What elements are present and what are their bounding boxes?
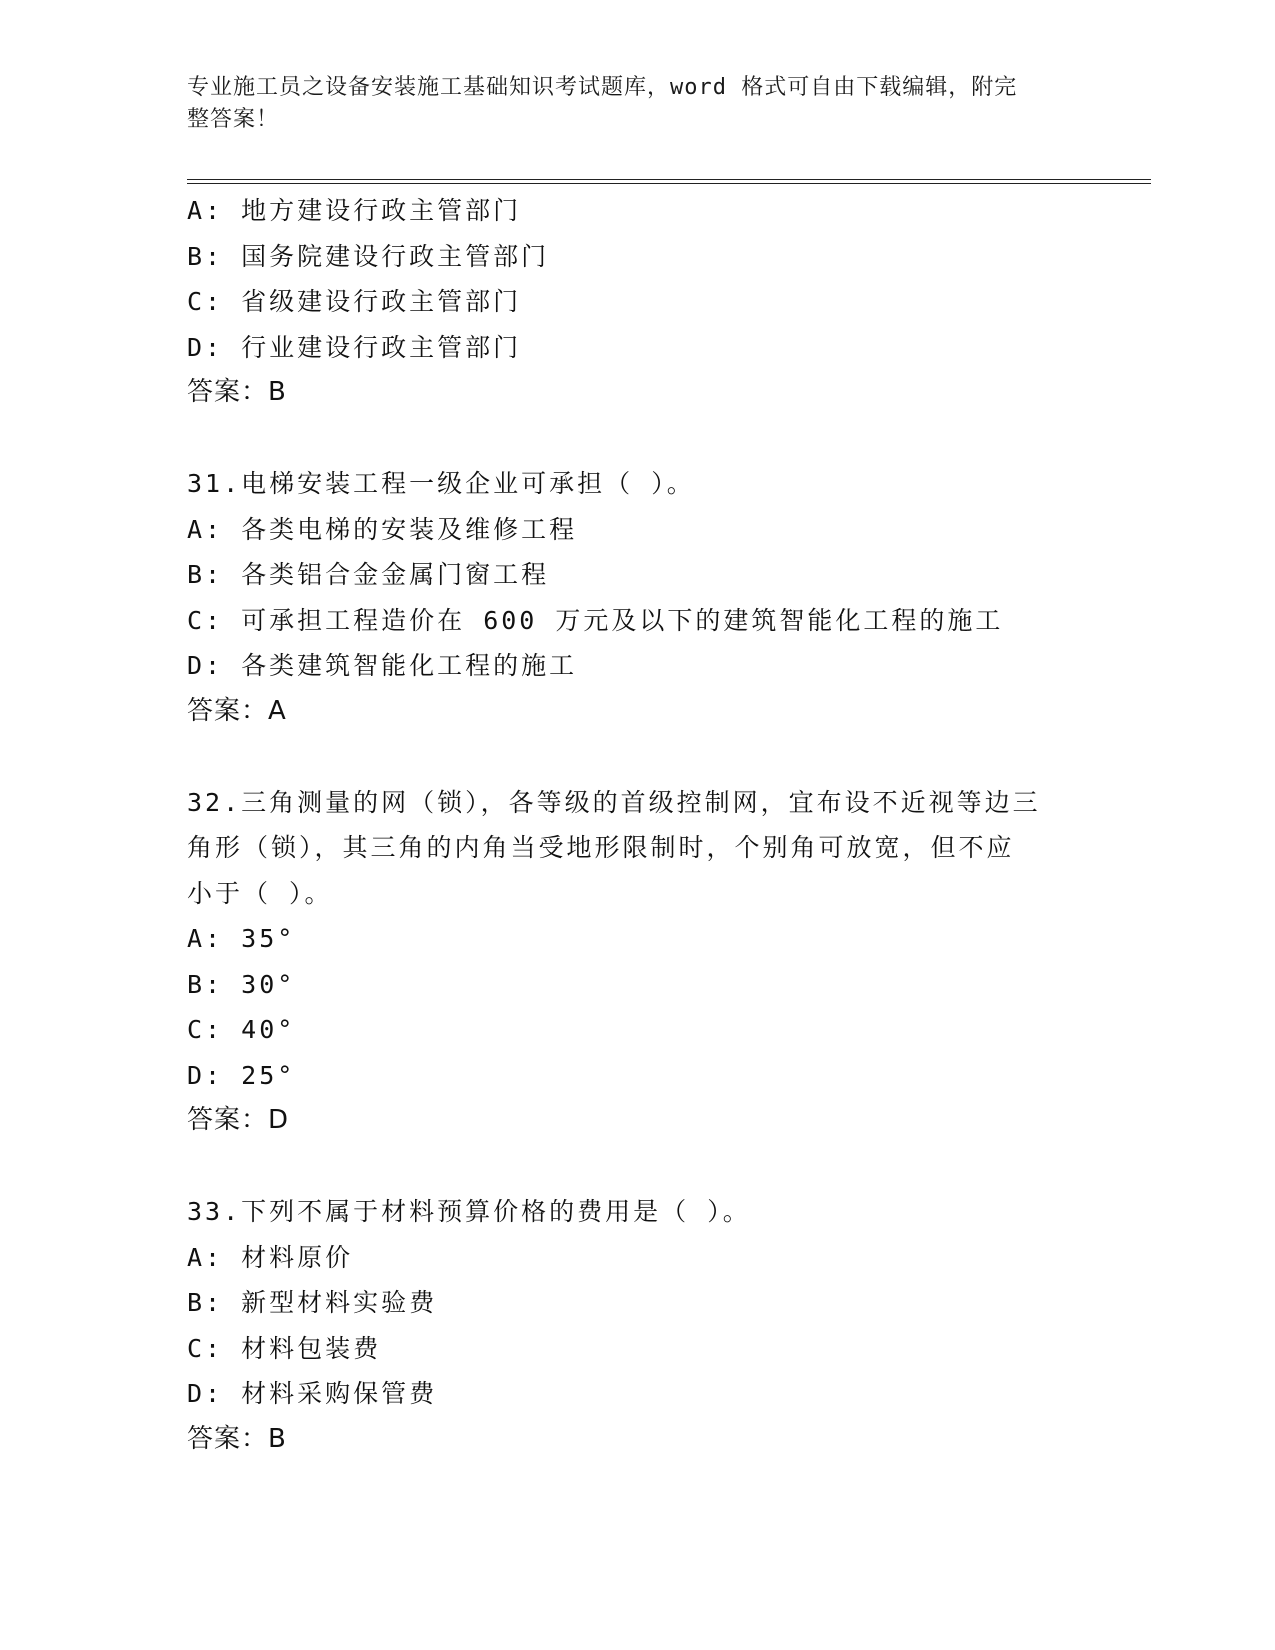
option-a: A: 材料原价 [187, 1242, 354, 1272]
question-stem: 31.电梯安装工程一级企业可承担（ ）。 [187, 469, 695, 498]
question-stem: 33.下列不属于材料预算价格的费用是（ ）。 [187, 1197, 751, 1226]
option-d: D: 25° [187, 1060, 296, 1090]
question-32 [187, 780, 1127, 1144]
answer-line: 答案：B [187, 1423, 287, 1454]
option-d: D: 行业建设行政主管部门 [187, 332, 522, 362]
option-b: B: 30° [187, 969, 296, 999]
option-d: D: 各类建筑智能化工程的施工 [187, 651, 578, 680]
spacer [187, 416, 1127, 462]
option-c: C: 省级建设行政主管部门 [187, 287, 522, 316]
header-divider [187, 179, 1151, 184]
option-c: C: 材料包装费 [187, 1333, 382, 1363]
question-31 [187, 461, 1127, 734]
option-c: C: 40° [187, 1015, 296, 1044]
question-33 [187, 1189, 1127, 1462]
question-30 [187, 188, 1127, 416]
header-line-2: 整答案！ [187, 107, 280, 132]
question-stem-line-3: 小于（ ）。 [187, 878, 333, 908]
spacer [187, 734, 1127, 780]
document-header [187, 72, 1077, 136]
answer-line: 答案：D [187, 1105, 290, 1135]
option-a: A: 35° [187, 924, 296, 953]
question-list [187, 188, 1127, 1462]
answer-line: 答案：B [187, 377, 287, 407]
option-b: B: 各类铝合金金属门窗工程 [187, 560, 550, 589]
option-b: B: 国务院建设行政主管部门 [187, 241, 550, 271]
option-d: D: 材料采购保管费 [187, 1379, 438, 1408]
question-stem-line-1: 32.三角测量的网（锁），各等级的首级控制网，宜布设不近视等边三 [187, 787, 1041, 817]
option-c: C: 可承担工程造价在 600 万元及以下的建筑智能化工程的施工 [187, 605, 1004, 635]
spacer [187, 1144, 1127, 1190]
answer-line: 答案：A [187, 695, 287, 726]
question-stem-line-2: 角形（锁），其三角的内角当受地形限制时，个别角可放宽，但不应 [187, 833, 1015, 862]
option-b: B: 新型材料实验费 [187, 1288, 438, 1317]
option-a: A: 各类电梯的安装及维修工程 [187, 514, 578, 544]
option-a: A: 地方建设行政主管部门 [187, 196, 522, 225]
header-line-1: 专业施工员之设备安装施工基础知识考试题库，word 格式可自由下载编辑，附完 [187, 75, 1018, 100]
